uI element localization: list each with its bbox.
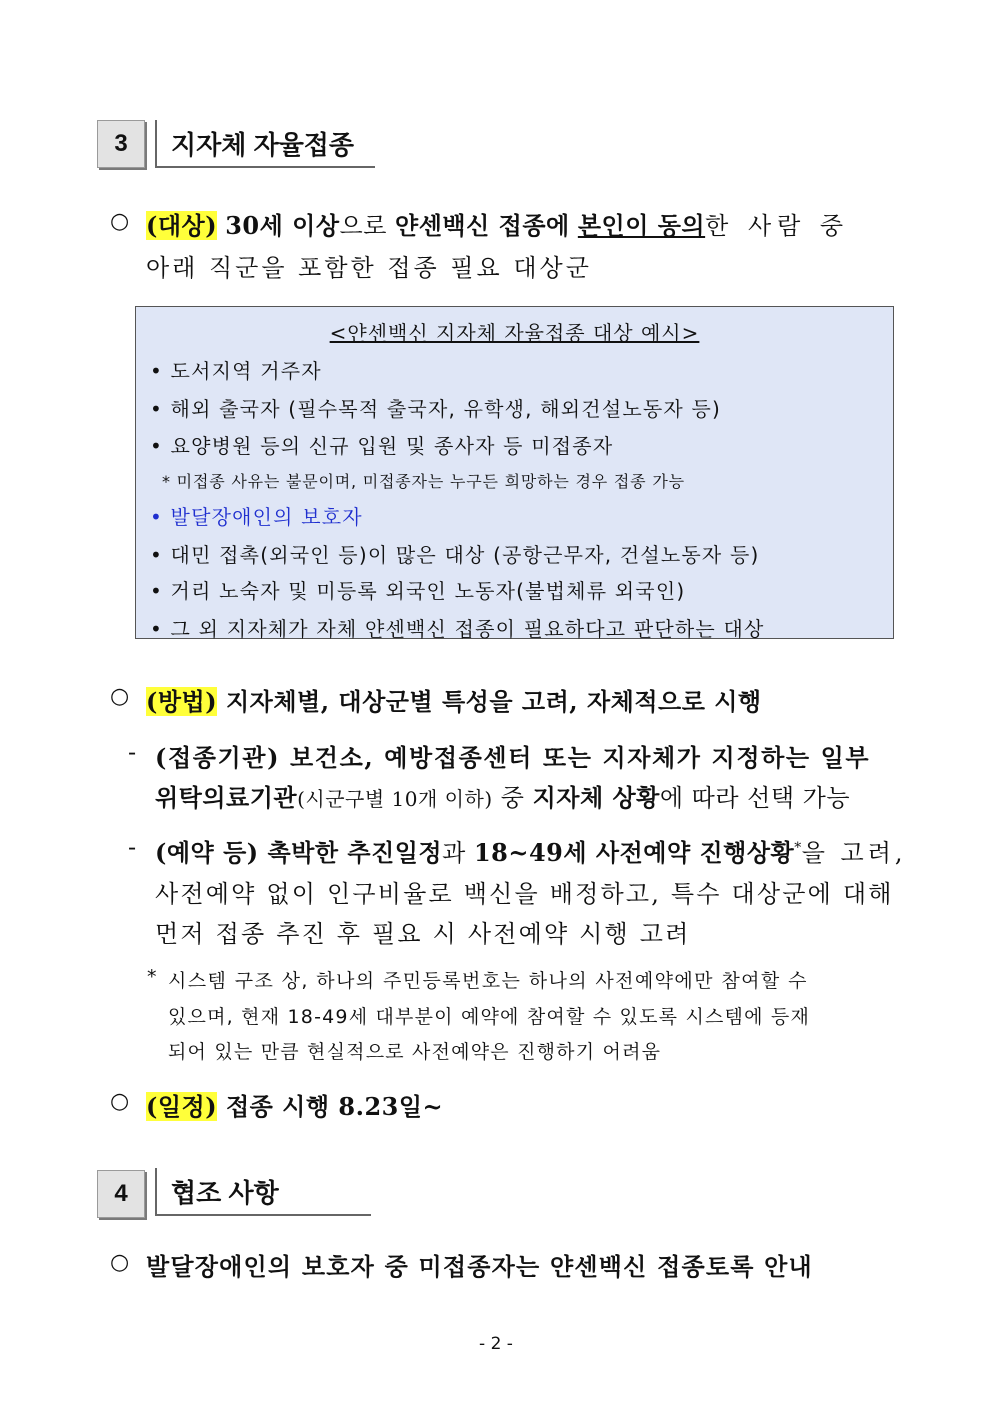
- target-consent: 본인이 동의: [577, 211, 706, 240]
- schedule-line: [146, 1087, 443, 1122]
- facility-text-a: 중: [492, 784, 533, 812]
- method-tag: (방법): [146, 687, 218, 716]
- cooperation-bullet: ○: [110, 1250, 130, 1275]
- target-text-b: [570, 212, 578, 240]
- target-bullet: ○: [110, 209, 130, 234]
- note-line-2: 있으며, 현재 18-49세 대부분이 예약에 참여할 수 있도록 시스템에 등재: [168, 1006, 811, 1028]
- page-number: - 2 -: [479, 1334, 513, 1354]
- reservation-label: (예약 등) 촉박한 추진일정: [155, 838, 443, 867]
- method-sub1-line-2: [155, 778, 850, 813]
- method-sub1-dash: -: [128, 738, 137, 766]
- example-note: * 미접종 사유는 불문이며, 미접종자는 누구든 희망하는 경우 접종 가능: [162, 472, 685, 491]
- target-tag: (대상): [146, 211, 218, 240]
- examples-title: <얀센백신 지자체 자율접종 대상 예시>: [329, 321, 700, 345]
- reservation-text-a: 과: [442, 839, 474, 867]
- cooperation-text: 발달장애인의 보호자 중 미접종자는 얀센백신 접종토록 안내: [146, 1252, 813, 1281]
- note-line-1: 시스템 구조 상, 하나의 주민등록번호는 하나의 사전예약에만 참여할 수: [168, 970, 808, 992]
- note-line-3: 되어 있는 만큼 현실적으로 사전예약은 진행하기 어려움: [168, 1041, 662, 1063]
- method-sub1-line-1: (접종기관) 보건소, 예방접종센터 또는 지자체가 지정하는 일부: [155, 743, 871, 772]
- method-sub2-line-1: [155, 833, 907, 868]
- target-vaccine: 얀센백신 접종에: [395, 211, 570, 240]
- section-3-number: 3: [97, 120, 145, 168]
- section-3-title: 지자체 자율접종: [155, 120, 375, 168]
- target-age: 30세 이상: [225, 211, 340, 240]
- facility-limit: (시군구별 10개 이하): [297, 787, 493, 811]
- facility-label: 위탁의료기관: [155, 783, 298, 812]
- schedule-bullet: ○: [110, 1089, 130, 1114]
- method-sub2-dash: -: [128, 833, 137, 861]
- example-item: • 요양병원 등의 신규 입원 및 종사자 등 미접종자: [150, 434, 614, 458]
- section-4-title: 협조 사항: [155, 1168, 371, 1216]
- method-sub2-line-3: 먼저 접종 추진 후 필요 시 사전예약 시행 고려: [155, 920, 691, 948]
- target-line-2: 아래 직군을 포함한 접종 필요 대상군: [146, 254, 592, 282]
- facility-text-b: 에 따라 선택 가능: [659, 784, 851, 812]
- facility-situation: 지자체 상황: [532, 783, 660, 812]
- method-bullet: ○: [110, 684, 130, 709]
- reservation-status: 18~49세 사전예약 진행상황: [473, 838, 795, 867]
- section-4-number: 4: [97, 1170, 145, 1218]
- method-text: 지자체별, 대상군별 특성을 고려, 자체적으로 시행: [225, 687, 762, 716]
- method-line: [146, 682, 762, 717]
- reservation-text-b: 을 고려,: [801, 839, 907, 867]
- schedule-tag: (일정): [146, 1092, 218, 1121]
- example-item: • 대민 접촉(외국인 등)이 많은 대상 (공항근무자, 건설노동자 등): [150, 543, 760, 567]
- target-line-1: [146, 206, 849, 241]
- schedule-text: 접종 시행 8.23일~: [225, 1092, 444, 1121]
- example-item: • 도서지역 거주자: [150, 359, 322, 383]
- examples-box: [135, 306, 894, 639]
- reservation-footnote-mark: *: [794, 840, 802, 856]
- note-mark: *: [147, 966, 157, 988]
- target-text-a: 으로: [339, 212, 396, 240]
- example-item: • 거리 노숙자 및 미등록 외국인 노동자(불법체류 외국인): [150, 579, 686, 603]
- example-item-highlighted: • 발달장애인의 보호자: [150, 505, 363, 529]
- method-sub2-line-2: 사전예약 없이 인구비율로 백신을 배정하고, 특수 대상군에 대해: [155, 880, 894, 908]
- example-item: • 그 외 지자체가 자체 얀센백신 접종이 필요하다고 판단하는 대상: [150, 617, 765, 641]
- target-text-c: 한 사람 중: [705, 212, 850, 240]
- example-item: • 해외 출국자 (필수목적 출국자, 유학생, 해외건설노동자 등): [150, 397, 721, 421]
